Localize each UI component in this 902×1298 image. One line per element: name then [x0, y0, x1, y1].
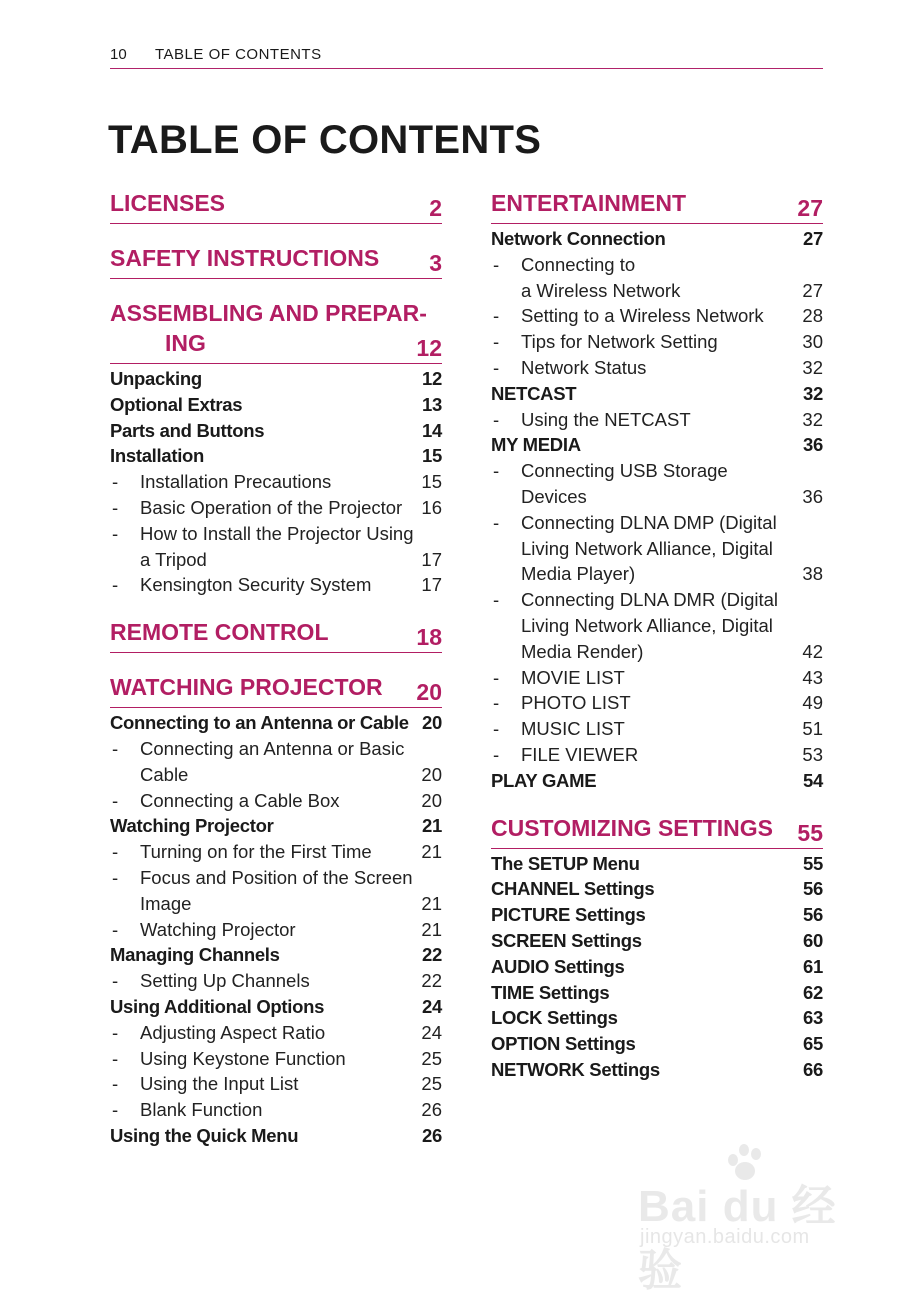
entry-label: AUDIO Settings [491, 955, 625, 977]
bullet-dash: - [493, 718, 500, 740]
bullet-dash: - [493, 305, 500, 327]
toc-subentry[interactable] [491, 329, 823, 355]
toc-subentry[interactable] [110, 1046, 442, 1072]
entry-label: Basic Operation of the Projector [140, 496, 403, 518]
entry-page: 42 [802, 640, 823, 662]
running-header-title: TABLE OF CONTENTS [155, 46, 322, 63]
entry-page: 65 [803, 1033, 823, 1055]
entry-label: CHANNEL Settings [491, 878, 655, 900]
section-page: 3 [429, 250, 442, 276]
entry-label: Managing Channels [110, 944, 280, 966]
toc-subentry[interactable] [110, 469, 442, 495]
toc-entry[interactable] [110, 392, 442, 418]
entry-label: Connecting to an Antenna or Cable [110, 712, 409, 734]
toc-entry[interactable] [491, 980, 823, 1006]
entry-label-line1: Connecting an Antenna or Basic [140, 737, 405, 759]
entry-label: Unpacking [110, 368, 202, 389]
entry-label: Adjusting Aspect Ratio [140, 1021, 326, 1043]
section-page: 18 [416, 624, 442, 651]
toc-subentry[interactable] [110, 968, 442, 994]
entry-label: Setting Up Channels [140, 970, 310, 992]
toc-entry[interactable] [491, 954, 823, 980]
section-title: REMOTE CONTROL [110, 619, 329, 646]
toc-entry[interactable] [491, 1005, 823, 1031]
entry-label-line1: Connecting DLNA DMP (Digital [521, 511, 777, 533]
section-page: 20 [416, 679, 442, 706]
entry-label: Blank Function [140, 1099, 263, 1121]
entry-page: 15 [422, 445, 442, 467]
section-page: 2 [429, 195, 442, 221]
entry-page: 26 [422, 1124, 442, 1146]
entry-page: 36 [803, 434, 823, 456]
entry-page: 66 [803, 1058, 823, 1080]
toc-subentry[interactable] [491, 407, 823, 433]
entry-label: PLAY GAME [491, 769, 597, 791]
entry-page: 27 [803, 228, 823, 249]
section-page: 27 [797, 195, 823, 221]
entry-label: OPTION Settings [491, 1033, 636, 1055]
entry-label: Watching Projector [110, 815, 274, 837]
entry-label-line1: Connecting USB Storage [521, 460, 728, 482]
toc-subentry[interactable] [491, 742, 823, 768]
bullet-dash: - [493, 460, 500, 482]
toc-entry[interactable] [491, 928, 823, 954]
entry-page: 28 [802, 305, 823, 327]
toc-subentry[interactable] [491, 716, 823, 742]
section-title: LICENSES [110, 190, 226, 216]
toc-entry[interactable] [491, 381, 823, 407]
entry-label: Turning on for the First Time [140, 841, 372, 863]
bullet-dash: - [493, 589, 500, 611]
toc-left-column [110, 188, 442, 1149]
toc-subentry[interactable] [110, 1071, 442, 1097]
toc-entry[interactable] [110, 942, 442, 968]
entry-page: 63 [803, 1007, 823, 1029]
running-header [110, 46, 823, 69]
toc-subentry[interactable] [110, 1020, 442, 1046]
entry-page: 51 [802, 718, 823, 740]
section-title: ENTERTAINMENT [491, 190, 687, 216]
entry-page: 17 [421, 574, 442, 596]
bullet-dash: - [112, 866, 119, 888]
bullet-dash: - [493, 511, 500, 533]
entry-label-line2: Living Network Alliance, Digital [521, 537, 773, 559]
entry-label-line1: Connecting to [521, 253, 636, 275]
toc-entry[interactable] [110, 443, 442, 469]
bullet-dash: - [493, 743, 500, 765]
entry-label: Using the NETCAST [521, 408, 691, 430]
entry-page: 53 [802, 743, 823, 765]
entry-page: 60 [803, 929, 823, 951]
toc-subentry[interactable] [491, 458, 823, 510]
entry-label-line2: Cable [140, 763, 189, 785]
entry-label: Kensington Security System [140, 574, 372, 596]
entry-label: Connecting a Cable Box [140, 789, 340, 811]
page-title: TABLE OF CONTENTS [108, 118, 542, 162]
toc-subentry[interactable] [110, 572, 442, 598]
bullet-dash: - [493, 253, 500, 275]
entry-page: 17 [421, 548, 442, 570]
toc-entry[interactable] [491, 876, 823, 902]
entry-page: 14 [422, 419, 442, 441]
entry-page: 15 [421, 471, 442, 493]
entry-label: Watching Projector [140, 918, 296, 940]
toc-subentry[interactable] [110, 495, 442, 521]
toc-entry[interactable] [491, 851, 823, 877]
bullet-dash: - [112, 522, 119, 544]
entry-page: 24 [421, 1021, 442, 1043]
entry-label: Using Additional Options [110, 995, 325, 1017]
entry-page: 24 [422, 995, 442, 1017]
watermark-url: jingyan.baidu.com [640, 1226, 810, 1248]
entry-page: 27 [802, 279, 823, 301]
entry-page: 32 [802, 408, 823, 430]
entry-page: 36 [802, 485, 823, 507]
entry-label-line2: Image [140, 892, 192, 914]
toc-subentry[interactable] [110, 521, 442, 573]
bullet-dash: - [112, 841, 119, 863]
bullet-dash: - [112, 737, 119, 759]
entry-label: Network Status [521, 356, 647, 378]
entry-page: 54 [803, 769, 823, 791]
entry-label: FILE VIEWER [521, 743, 639, 765]
entry-label-line1: Focus and Position of the Screen [140, 866, 413, 888]
toc-entry[interactable] [491, 432, 823, 458]
toc-section-watching[interactable] [110, 672, 442, 708]
toc-entry[interactable] [491, 768, 823, 794]
entry-label-line3: Media Render) [521, 640, 644, 662]
toc-entry[interactable] [491, 1057, 823, 1083]
bullet-dash: - [112, 918, 119, 940]
entry-page: 13 [422, 393, 442, 415]
entry-page: 16 [421, 496, 442, 518]
section-title-line1: ASSEMBLING AND PREPAR- [110, 300, 427, 326]
bullet-dash: - [493, 331, 500, 353]
toc-entry[interactable] [110, 366, 442, 392]
entry-page: 20 [421, 789, 442, 811]
entry-label: Tips for Network Setting [521, 331, 718, 353]
entry-label: NETCAST [491, 382, 577, 404]
entry-label: MUSIC LIST [521, 718, 625, 740]
bullet-dash: - [112, 1047, 119, 1069]
entry-page: 20 [421, 763, 442, 785]
page-number: 10 [110, 46, 127, 63]
bullet-dash: - [112, 471, 119, 493]
entry-page: 30 [802, 331, 823, 353]
toc-subentry[interactable] [110, 917, 442, 943]
entry-page: 21 [421, 892, 442, 914]
entry-page: 21 [421, 841, 442, 863]
toc-section-customizing[interactable] [491, 813, 823, 849]
watermark-brand: Bai du 经验 [638, 1182, 837, 1295]
toc-subentry[interactable] [491, 665, 823, 691]
entry-page: 21 [421, 918, 442, 940]
entry-label: Optional Extras [110, 393, 243, 415]
entry-page: 43 [802, 666, 823, 688]
bullet-dash: - [493, 692, 500, 714]
entry-label-line1: How to Install the Projector Using [140, 522, 414, 544]
entry-label-line2: Devices [521, 485, 587, 507]
entry-page: 32 [803, 382, 823, 404]
entry-page: 49 [802, 692, 823, 714]
entry-label: SCREEN Settings [491, 929, 642, 951]
entry-page: 20 [422, 712, 442, 734]
entry-page: 25 [421, 1047, 442, 1069]
entry-page: 61 [803, 955, 823, 977]
section-page: 55 [797, 819, 823, 846]
toc-section-assembling[interactable] [110, 298, 442, 364]
toc-subentry[interactable] [491, 690, 823, 716]
toc-entry[interactable] [110, 418, 442, 444]
toc-subentry[interactable] [491, 510, 823, 587]
entry-label: Using the Quick Menu [110, 1124, 299, 1146]
entry-label: Using Keystone Function [140, 1047, 346, 1069]
entry-page: 25 [421, 1073, 442, 1095]
entry-label: Parts and Buttons [110, 419, 265, 441]
toc-subentry[interactable] [491, 303, 823, 329]
baidu-watermark [638, 1140, 858, 1295]
toc-entry[interactable] [110, 994, 442, 1020]
entry-label: NETWORK Settings [491, 1058, 660, 1080]
entry-label: The SETUP Menu [491, 852, 640, 874]
entry-label: PHOTO LIST [521, 692, 631, 714]
toc-subentry[interactable] [110, 865, 442, 917]
entry-label-line3: Media Player) [521, 563, 636, 585]
bullet-dash: - [112, 496, 119, 518]
bullet-dash: - [112, 970, 119, 992]
entry-label: Installation [110, 445, 205, 467]
toc-subentry[interactable] [110, 839, 442, 865]
bullet-dash: - [112, 789, 119, 811]
entry-label: LOCK Settings [491, 1007, 618, 1029]
bullet-dash: - [112, 1021, 119, 1043]
section-page: 12 [416, 335, 442, 361]
entry-page: 55 [803, 852, 823, 874]
bullet-dash: - [112, 1099, 119, 1121]
toc-subentry[interactable] [110, 736, 442, 788]
toc-section-safety[interactable] [110, 243, 442, 279]
entry-label-line1: Connecting DLNA DMR (Digital [521, 589, 779, 611]
toc-entry[interactable] [110, 1123, 442, 1149]
section-title: CUSTOMIZING SETTINGS [491, 814, 773, 841]
entry-label-line2: a Wireless Network [521, 279, 681, 301]
toc-section-entertainment[interactable] [491, 188, 823, 224]
bullet-dash: - [112, 574, 119, 596]
entry-label: PICTURE Settings [491, 904, 646, 926]
entry-label: Installation Precautions [140, 471, 332, 493]
bullet-dash: - [112, 1073, 119, 1095]
entry-label: Setting to a Wireless Network [521, 305, 764, 327]
toc-subentry[interactable] [491, 587, 823, 664]
toc-entry[interactable] [110, 813, 442, 839]
toc-subentry[interactable] [491, 355, 823, 381]
entry-label: Using the Input List [140, 1073, 299, 1095]
entry-page: 21 [422, 815, 442, 837]
entry-label: Network Connection [491, 228, 666, 249]
entry-page: 22 [421, 970, 442, 992]
entry-label: TIME Settings [491, 981, 610, 1003]
entry-page: 26 [421, 1099, 442, 1121]
toc-entry[interactable] [491, 1031, 823, 1057]
bullet-dash: - [493, 408, 500, 430]
section-title: SAFETY INSTRUCTIONS [110, 245, 380, 271]
entry-label: MOVIE LIST [521, 666, 625, 688]
entry-label-line2: a Tripod [140, 548, 207, 570]
entry-page: 32 [802, 356, 823, 378]
bullet-dash: - [493, 666, 500, 688]
entry-page: 56 [803, 878, 823, 900]
section-title: WATCHING PROJECTOR [110, 674, 383, 701]
entry-label: MY MEDIA [491, 434, 581, 456]
toc-entry[interactable] [491, 902, 823, 928]
entry-page: 56 [803, 904, 823, 926]
toc-right-column [491, 188, 823, 1083]
toc-entry[interactable] [110, 710, 442, 736]
toc-subentry[interactable] [110, 1097, 442, 1123]
entry-page: 62 [803, 981, 823, 1003]
toc-subentry[interactable] [491, 252, 823, 304]
toc-section-licenses[interactable] [110, 188, 442, 224]
entry-page: 38 [802, 563, 823, 585]
bullet-dash: - [493, 356, 500, 378]
entry-page: 12 [422, 368, 442, 389]
toc-entry[interactable] [491, 226, 823, 252]
section-title-line2: ING [165, 330, 206, 356]
entry-page: 22 [422, 944, 442, 966]
entry-label-line2: Living Network Alliance, Digital [521, 614, 773, 636]
toc-section-remote[interactable] [110, 617, 442, 653]
toc-subentry[interactable] [110, 788, 442, 814]
